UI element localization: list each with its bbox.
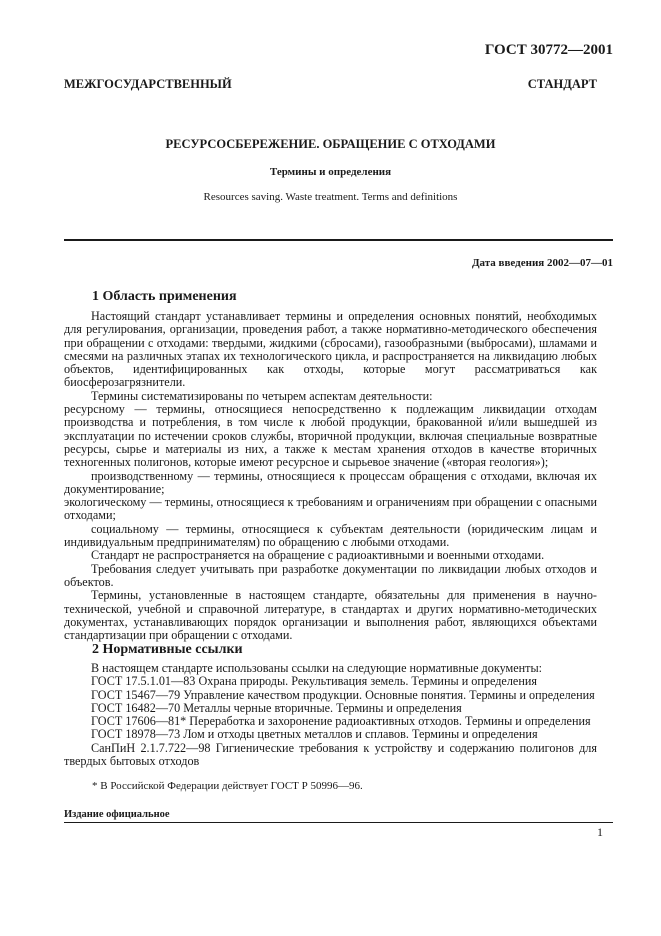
reference-item: ГОСТ 18978—73 Лом и отходы цветных металлов и сплавов. Термины и определения	[91, 727, 538, 742]
section-1-heading: 1 Область применения	[92, 289, 237, 304]
reference-item: ГОСТ 17606—81* Переработка и захоронение радиоактивных отходов. Термины и определения	[91, 714, 591, 729]
paragraph: Настоящий стандарт устанавливает термины и определения основных понятий, необходимых для регулирования, организации, проведения работ, а также нормативно-методического обеспечения при обращении с отходами: твердыми, жидкими (сбросами), газообразными (выбросами), шламами и смесями на различных этапах их технологического цикла, и распространяется на ликвидацию любых объектов, идентифицированных как отходы, которые могут рассматриваться как биосферозагрязнители.	[64, 309, 597, 390]
paragraph: Термины, установленные в настоящем стандарте, обязательны для применения в научно-технической, учебной и справочной литературе, в стандартах и других нормативно-методических документах, устанавливающих порядок организации и выполнения работ, являющихся объектами стандартизации при обращении с отходами.	[64, 588, 597, 643]
page-number: 1	[597, 825, 603, 839]
reference-item: ГОСТ 15467—79 Управление качеством продукции. Основные понятия. Термины и определения	[91, 687, 595, 702]
footer-divider	[64, 822, 613, 823]
standard-code: ГОСТ 30772—2001	[484, 42, 613, 58]
paragraph: Требования следует учитывать при разработке документации по ликвидации любых отходов и объектов.	[64, 561, 597, 589]
paragraph: Термины систематизированы по четырем аспектам деятельности:	[91, 388, 433, 403]
paragraph: социальному — термины, относящиеся к субъектам деятельности (юридическим лицам и индивидуальным предпринимателям) по обращению с любыми отходами.	[64, 521, 597, 550]
reference-item: ГОСТ 17.5.1.01—83 Охрана природы. Рекультивация земель. Термины и определения	[91, 674, 537, 689]
document-title: РЕСУРСОСБЕРЕЖЕНИЕ. ОБРАЩЕНИЕ С ОТХОДАМИ	[165, 137, 496, 151]
section-2-heading: 2 Нормативные ссылки	[92, 642, 243, 657]
english-title: Resources saving. Waste treatment. Terms and definitions	[203, 191, 458, 203]
reference-item: ГОСТ 16482—70 Металлы черные вторичные. Термины и определения	[91, 700, 462, 715]
edition-label: Издание официальное	[64, 809, 170, 820]
paragraph: В настоящем стандарте использованы ссылки на следующие нормативные документы:	[91, 661, 543, 675]
section-1-body	[64, 310, 597, 642]
introduction-date: Дата введения 2002—07—01	[471, 257, 613, 269]
document-subtitle: Термины и определения	[269, 166, 392, 178]
paragraph: ресурсному — термины, относящиеся непосредственно к подлежащим ликвидации отходам производства и потребления, в том числе к любой продукции, бракованной и/или вышедшей из эксплуатации по истечении сроков службы, вторичной продукции, включая специальные возвратные ресурсы, сырье и материалы из них, а также к местам хранения отходов в качестве вторичных техногенных полигонов, которые имеют ресурсное и сырьевое значение («вторая геология»);	[64, 402, 597, 470]
paragraph: Стандарт не распространяется на обращение с радиоактивными и военными отходами.	[91, 548, 545, 563]
reference-item: СанПиН 2.1.7.722—98 Гигиенические требования к устройству и содержанию полигонов для твердых бытовых отходов	[64, 740, 597, 769]
section-2-body	[64, 662, 597, 768]
footnote: * В Российской Федерации действует ГОСТ Р 50996—96.	[92, 780, 363, 792]
header-divider	[64, 239, 613, 241]
paragraph: экологическому — термины, относящиеся к требованиям и ограничениям при обращении с опасными отходами;	[64, 495, 597, 523]
paragraph: производственному — термины, относящиеся к процессам обращения с отходами, включая их документирование;	[64, 468, 597, 496]
standard-type: МЕЖГОСУДАРСТВЕННЫЙ СТАНДАРТ	[64, 77, 597, 91]
reference-list	[64, 675, 597, 768]
